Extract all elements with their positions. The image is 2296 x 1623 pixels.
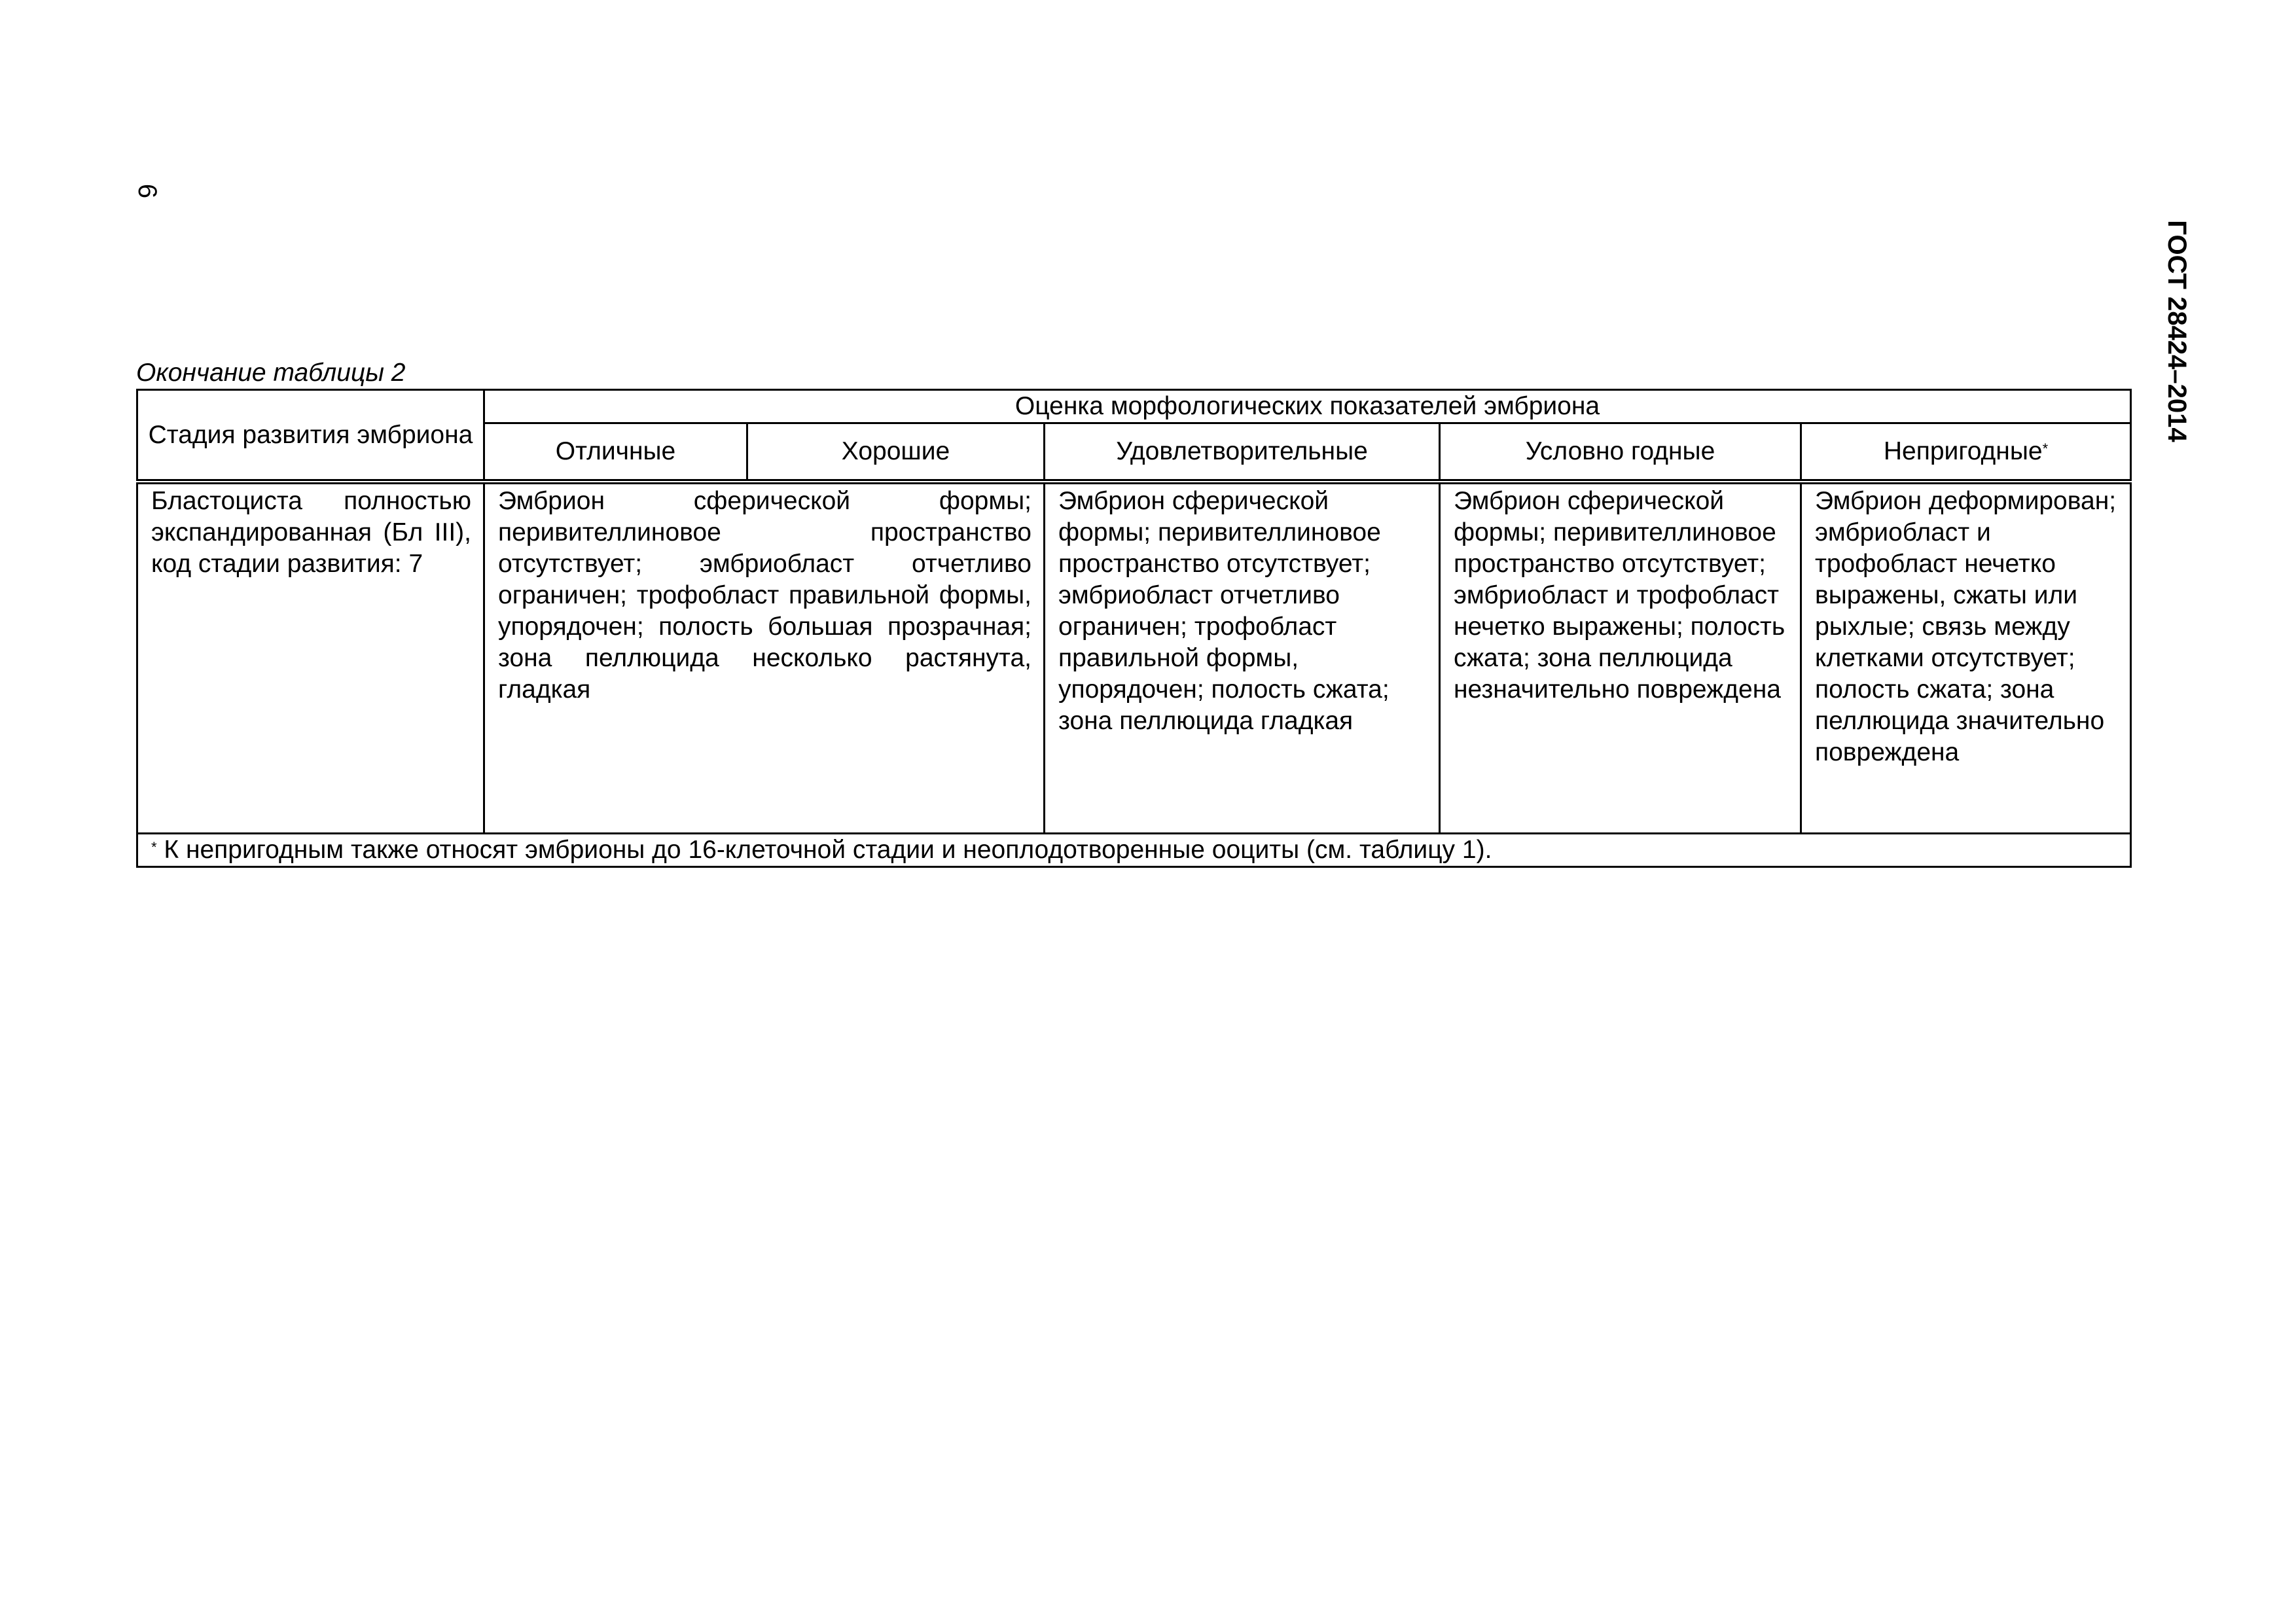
column-header-satisfactory: Удовлетворительные xyxy=(1045,423,1440,482)
footnote-cell xyxy=(137,834,2131,867)
footnote-mark: * xyxy=(151,839,157,855)
page-number: 6 xyxy=(133,183,162,199)
standard-designation: ГОСТ 28424–2014 xyxy=(2162,220,2191,442)
table-caption: Окончание таблицы 2 xyxy=(136,359,406,387)
morphology-table xyxy=(136,389,2132,868)
excellent-good-cell: Эмбрион сферической формы; перивителлиновое пространство отсутствует; эмбриобласт отчетливо ограничен; трофобласт правильной формы, упорядочен; полость большая прозрачная; зона пеллюцида несколько растянута, гладкая xyxy=(484,482,1045,834)
satisfactory-cell: Эмбрион сферической формы; перивителлиновое пространство отсутствует; эмбриобласт отчетливо ограничен; трофобласт правильной формы, упорядочен; полость сжата; зона пеллюцида гладкая xyxy=(1045,482,1440,834)
column-header-excellent: Отличные xyxy=(484,423,747,482)
table-row xyxy=(137,482,2131,834)
morphology-table-wrapper xyxy=(136,389,2130,868)
stage-cell: Бластоциста полностью экспандированная (Бл III), код стадии развития: 7 xyxy=(137,482,484,834)
column-header-unsuitable xyxy=(1801,423,2131,482)
footnote-text: К непригодным также относят эмбрионы до 16-клеточной стадии и неоплодотворенные ооциты (см. таблицу 1). xyxy=(156,836,1492,864)
conditional-cell: Эмбрион сферической формы; перивителлиновое пространство отсутствует; эмбриобласт и трофобласт нечетко выражены; полость сжата; зона пеллюцида незначительно повреждена xyxy=(1440,482,1801,834)
column-header-good: Хорошие xyxy=(747,423,1045,482)
column-header-conditional: Условно годные xyxy=(1440,423,1801,482)
unsuitable-label: Непригодные xyxy=(1883,437,2043,465)
footnote-marker: * xyxy=(2042,440,2049,457)
footnote-row xyxy=(137,834,2131,867)
stage-column-header: Стадия развития эмбриона xyxy=(137,390,484,482)
table-header-row xyxy=(137,390,2131,423)
unsuitable-cell: Эмбрион деформирован; эмбриобласт и трофобласт нечетко выражены, сжаты или рыхлые; связь между клетками отсутствует; полость сжата; зона пеллюцида значительно повреждена xyxy=(1801,482,2131,834)
evaluation-group-header: Оценка морфологических показателей эмбриона xyxy=(484,390,2131,423)
